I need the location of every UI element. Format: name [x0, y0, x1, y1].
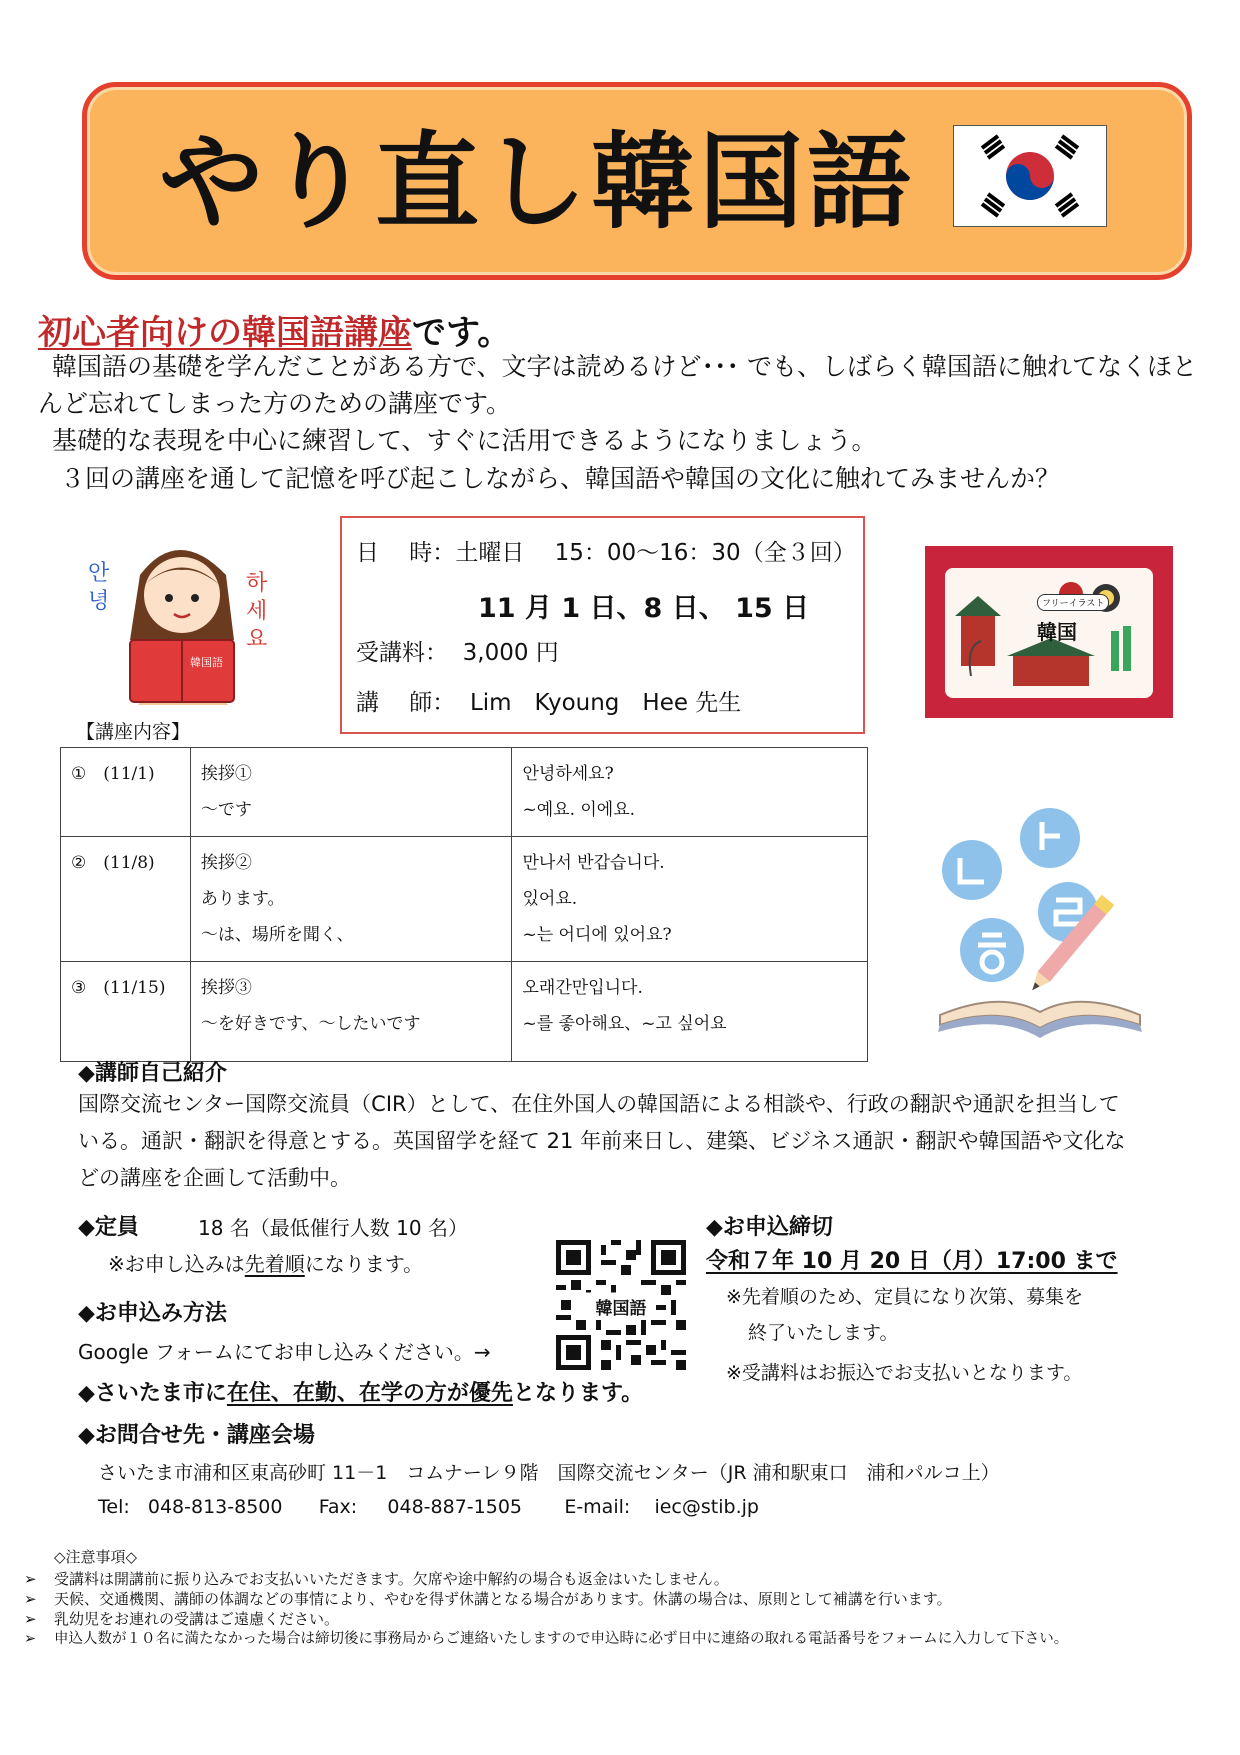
- greeting-right: 하세요: [246, 571, 268, 652]
- korean-flag-icon: [953, 125, 1107, 227]
- first-come-label: 先着順: [244, 1252, 305, 1276]
- priority-note: ◆さいたま市に在住、在勤、在学の方が優先となります。: [78, 1381, 644, 1406]
- datetime-value: 土曜日 15：00～16：30（全３回）: [455, 540, 856, 566]
- note-item: ➢ 受講料は開講前に振り込みでお支払いいただきます。欠席や途中解約の場合も返金はいたしません。: [24, 1570, 729, 1588]
- greeting-left: 안녕: [88, 561, 110, 614]
- schedule-table: [60, 747, 868, 1062]
- deadline-value: 令和７年 10 月 20 日（月）17:00 まで: [706, 1249, 1118, 1274]
- datetime-row: [356, 538, 856, 568]
- email-address[interactable]: iec@stib.jp: [654, 1496, 759, 1518]
- capacity-value: 18 名（最低催行人数 10 名）: [198, 1216, 468, 1240]
- content-label: 【講座内容】: [76, 721, 191, 743]
- fax-label: Fax:: [318, 1496, 358, 1518]
- table-row: [61, 962, 868, 1062]
- deadline-heading: ◆お申込締切: [706, 1215, 833, 1240]
- fee-value: 3,000 円: [462, 640, 559, 666]
- teacher-value: Lim Kyoung Hee 先生: [469, 690, 742, 716]
- priority-highlight: 在住、在勤、在学の方が優先: [226, 1381, 513, 1406]
- qr-code[interactable]: [556, 1240, 686, 1370]
- session-number: ② (11/8): [61, 837, 191, 962]
- instructor-line-3: どの講座を企画して活動中。: [78, 1166, 351, 1190]
- session-japanese: 挨拶③ ～を好きです、～したいです: [190, 962, 512, 1062]
- instructor-line-1: 国際交流センター国際交流員（CIR）として、在住外国人の韓国語による相談や、行政の翻訳や通訳を担当して: [78, 1092, 1120, 1116]
- note-item: ➢ 天候、交通機関、講師の体調などの事情により、やむを得ず休講となる場合があります。休講の場合は、原則として補講を行います。: [24, 1590, 952, 1608]
- email-label: E-mail:: [564, 1496, 631, 1518]
- contact-phone-row: [98, 1496, 759, 1518]
- free-illust-tag: フリーイラスト: [1037, 594, 1109, 611]
- title-banner: [82, 82, 1192, 280]
- session-number: ① (11/1): [61, 748, 191, 837]
- session-korean: 만나서 반갑습니다. 있어요. ~는 어디에 있어요?: [512, 837, 868, 962]
- teacher-label: 講 師：: [356, 690, 456, 716]
- instructor-line-2: いる。通訳・翻訳を得意とする。英国留学を経て 21 年前来日し、建築、ビジネス通訳・翻訳や韓国語や文化な: [78, 1129, 1126, 1153]
- instructor-heading: ◆講師自己紹介: [78, 1061, 227, 1086]
- datetime-label: 日 時：: [356, 540, 456, 566]
- fee-row: [356, 638, 559, 668]
- lead-text: [38, 305, 511, 354]
- apply-heading: ◆お申込み方法: [78, 1301, 227, 1326]
- session-number: ③ (11/15): [61, 962, 191, 1062]
- notes-list: [24, 1569, 1234, 1649]
- course-info-box: [340, 516, 865, 734]
- capacity-heading: ◆定員: [78, 1215, 139, 1240]
- apply-text: Google フォームにてお申し込みください。→: [78, 1340, 491, 1364]
- book-label: 韓国語: [190, 656, 223, 669]
- teacher-row: [356, 688, 741, 718]
- fax-number: 048-887-1505: [387, 1496, 523, 1518]
- capacity-note: ※お申し込みは先着順になります。: [108, 1252, 424, 1276]
- girl-reading-illustration: [78, 530, 298, 710]
- intro-paragraph-3: ３回の講座を通して記憶を呼び起こしながら、韓国語や韓国の文化に触れてみませんか？: [60, 464, 1061, 493]
- notes-heading: ◇注意事項◇: [54, 1548, 138, 1566]
- session-korean: 오래간만입니다. ~를 좋아해요、~고 싶어요: [512, 962, 868, 1062]
- deadline-note-2: 終了いたします。: [748, 1322, 899, 1344]
- intro-paragraph-2: 基礎的な表現を中心に練習して、すぐに活用できるようになりましょう。: [52, 426, 877, 455]
- table-row: [61, 748, 868, 837]
- course-dates: 11 月 1 日、8 日、 15 日: [478, 593, 810, 624]
- session-japanese: 挨拶② あります。 ～は、場所を聞く、: [190, 837, 512, 962]
- session-korean: 안녕하세요? ~예요. 이에요.: [512, 748, 868, 837]
- session-japanese: 挨拶① ～です: [190, 748, 512, 837]
- contact-address: さいたま市浦和区東高砂町 11－1 コムナーレ９階 国際交流センター（JR 浦和駅東口 浦和パルコ上）: [98, 1462, 1000, 1484]
- table-row: [61, 837, 868, 962]
- tel-number[interactable]: 048-813-8500: [147, 1496, 283, 1518]
- korea-label: 韓国: [1037, 620, 1077, 644]
- contact-heading: ◆お問合せ先・講座会場: [78, 1423, 315, 1448]
- note-item: ➢ 申込人数が１０名に満たなかった場合は締切後に事務局からご連絡いたしますので申込時に必ず日中に連絡の取れる電話番号をフォームに入力して下さい。: [24, 1631, 1069, 1647]
- deadline-note-1: ※先着順のため、定員になり次第、募集を: [726, 1286, 1084, 1308]
- hangul-book-illustration: [930, 800, 1150, 1050]
- fee-label: 受講料：: [356, 640, 448, 666]
- intro-paragraph-1: 韓国語の基礎を学んだことがある方で、文字は読めるけど･･･ でも、しばらく韓国語に触れてなくほとんど忘れてしまった方のための講座です。: [38, 352, 1197, 418]
- deadline-note-3: ※受講料はお振込でお支払いとなります。: [726, 1362, 1083, 1384]
- korea-collage-illustration: [925, 546, 1173, 718]
- lead-rest: です。: [412, 313, 512, 353]
- note-item: ➢ 乳幼児をお連れの受講はご遠慮ください。: [24, 1610, 340, 1628]
- qr-label: 韓国語: [595, 1299, 647, 1319]
- tel-label: Tel:: [98, 1496, 130, 1518]
- lead-highlight: 初心者向けの韓国語講座: [38, 313, 412, 353]
- page-title: やり直し韓国語: [158, 121, 915, 243]
